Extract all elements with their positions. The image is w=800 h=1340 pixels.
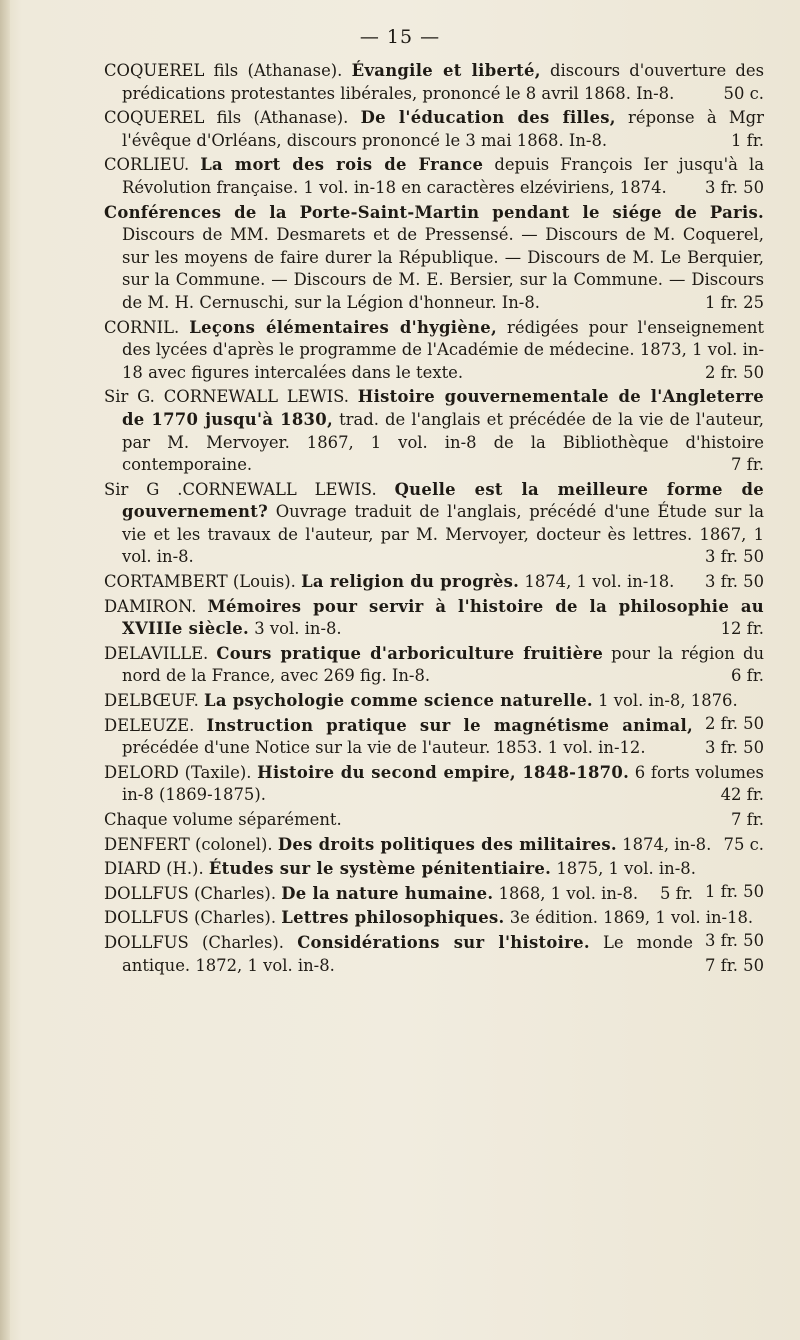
entry-author: DIARD (H.). bbox=[104, 859, 204, 879]
entry-price: 1 fr. bbox=[731, 130, 764, 150]
catalogue-entry bbox=[104, 643, 764, 688]
entry-price: 3 fr. 50 bbox=[704, 572, 764, 592]
catalogue-entry bbox=[104, 479, 764, 569]
entry-description: 1868, 1 vol. in-8. bbox=[498, 883, 639, 903]
catalogue-entry bbox=[104, 60, 764, 105]
entry-price: 2 fr. 50 bbox=[704, 362, 764, 382]
entry-title: Histoire du second empire, 1848-1870. bbox=[257, 762, 630, 782]
entry-description: trad. de l'anglais et précédée de la vie de l'auteur, par M. Mervoyer. 1867, 1 vol. in-8 de la Bibliothèque d'histoire contemporaine. bbox=[122, 409, 764, 475]
entry-price: 7 fr. 50 bbox=[704, 955, 764, 975]
catalogue-entry bbox=[104, 154, 764, 199]
entry-author: DELEUZE. bbox=[104, 715, 195, 735]
catalogue-entry bbox=[104, 386, 764, 476]
entry-description: discours d'ouverture des prédications protestantes libérales, prononcé le 8 avril 1868. In-8. bbox=[122, 61, 765, 103]
entry-price: 3 fr. 50 bbox=[704, 547, 764, 567]
entry-description: 3e édition. 1869, 1 vol. in-18. bbox=[509, 908, 754, 928]
entry-price: 3 fr. 50 bbox=[704, 738, 764, 758]
entry-author: DELORD (Taxile). bbox=[104, 762, 252, 782]
catalogue-entry bbox=[104, 202, 764, 315]
entry-title: Considérations sur l'histoire. bbox=[297, 932, 590, 952]
entry-title: Mémoires pour servir à l'histoire de la philosophie au XVIIIe siècle. bbox=[122, 596, 764, 639]
entry-title: Cours pratique d'arboriculture fruitière bbox=[216, 643, 604, 663]
entry-description: 6 forts volumes in-8 (1869-1875). bbox=[122, 762, 764, 805]
entry-price: 50 c. bbox=[723, 83, 764, 103]
entry-title: Quelle est la meilleure forme de gouvernement? bbox=[122, 479, 764, 522]
entry-author: DOLLFUS (Charles). bbox=[104, 883, 277, 903]
entry-title: De la nature humaine. bbox=[281, 883, 494, 903]
entry-title: Leçons élémentaires d'hygiène, bbox=[189, 317, 497, 337]
catalogue-entry bbox=[104, 107, 764, 152]
entry-price: 75 c. bbox=[723, 834, 764, 854]
entry-author: COQUEREL fils (Athanase). bbox=[104, 108, 349, 128]
entry-author: CORLIEU. bbox=[104, 155, 190, 175]
entry-price: 1 fr. 25 bbox=[704, 292, 764, 312]
catalogue-entry bbox=[104, 932, 764, 977]
entry-price: 5 fr. bbox=[660, 883, 693, 903]
catalogue-entry bbox=[104, 715, 764, 760]
entry-price: 3 fr. 50 bbox=[704, 930, 764, 950]
entry-description: Discours de MM. Desmarets et de Pressensé. — Discours de M. Coquerel, sur les moyens de faire durer la République. — Discours de M. Le Berquier, sur la Commune. — Discours de M. E. Bersier, sur la Commune. — Discours de M. H. Cernuschi, sur la Légion d'honneur. In-8. bbox=[122, 225, 764, 312]
catalogue-entry bbox=[104, 809, 764, 832]
catalogue-entry bbox=[104, 571, 764, 594]
entry-title: Évangile et liberté, bbox=[351, 61, 541, 80]
entry-description: 1874, in-8. bbox=[622, 834, 712, 854]
entry-author: Sir G. CORNEWALL LEWIS. bbox=[104, 387, 349, 407]
entry-author: CORNIL. bbox=[104, 317, 180, 337]
entry-title: De l'éducation des filles, bbox=[360, 108, 616, 128]
entry-description: réponse à Mgr l'évêque d'Orléans, discours prononcé le 3 mai 1868. In-8. bbox=[122, 108, 764, 150]
catalogue-entry bbox=[104, 762, 764, 807]
entry-price: 3 fr. 50 bbox=[704, 177, 764, 197]
entry-description: 1874, 1 vol. in-18. bbox=[524, 572, 675, 592]
entry-author: DAMIRON. bbox=[104, 596, 197, 616]
entry-title: Études sur le système pénitentiaire. bbox=[208, 859, 552, 879]
page-number: — 15 — bbox=[359, 26, 441, 48]
catalogue-entry bbox=[104, 883, 764, 906]
entry-description: 1 vol. in-8, 1876. bbox=[598, 691, 738, 711]
entry-author: DOLLFUS (Charles). bbox=[104, 908, 277, 928]
entry-author: DOLLFUS (Charles). bbox=[104, 932, 285, 952]
entry-price: 42 fr. bbox=[720, 785, 764, 805]
entry-author: Sir G .CORNEWALL LEWIS. bbox=[104, 479, 377, 499]
entry-price: 12 fr. bbox=[720, 619, 764, 639]
entry-title: La religion du progrès. bbox=[301, 572, 520, 592]
entry-author: CORTAMBERT (Louis). bbox=[104, 572, 296, 592]
entry-description: rédigées pour l'enseignement des lycées d'après le programme de l'Académie de médecine. 1873, 1 vol. in-18 avec figures intercalées dans le texte. bbox=[122, 317, 764, 382]
entry-title: Lettres philosophiques. bbox=[281, 908, 505, 928]
catalogue-entry bbox=[104, 317, 764, 385]
entry-description: précédée d'une Notice sur la vie de l'auteur. 1853. 1 vol. in-12. bbox=[122, 738, 646, 758]
entry-title: La mort des rois de France bbox=[200, 155, 484, 175]
entry-description: 1875, 1 vol. in-8. bbox=[556, 859, 696, 879]
catalogue-entry bbox=[104, 596, 764, 641]
entry-price: 7 fr. bbox=[731, 455, 764, 475]
entry-price: 7 fr. bbox=[731, 810, 764, 829]
entry-author: DENFERT (colonel). bbox=[104, 834, 273, 854]
entry-description: 3 vol. in-8. bbox=[254, 619, 342, 639]
catalogue-entries bbox=[104, 60, 764, 979]
entry-author: DELBŒUF. bbox=[104, 691, 199, 711]
entry-author: COQUEREL fils (Athanase). bbox=[104, 61, 343, 80]
entry-price: 1 fr. 50 bbox=[704, 881, 764, 901]
entry-title: Histoire gouvernementale de l'Angleterre de 1770 jusqu'à 1830, bbox=[122, 387, 764, 429]
entry-author: DELAVILLE. bbox=[104, 643, 209, 663]
entry-description: Le monde antique. 1872, 1 vol. in-8. bbox=[122, 932, 693, 975]
catalogue-entry bbox=[104, 834, 764, 857]
entry-price: 2 fr. 50 bbox=[704, 713, 764, 733]
entry-description: pour la région du nord de la France, avec 269 fig. In-8. bbox=[122, 643, 764, 686]
entry-description: Ouvrage traduit de l'anglais, précédé d'une Étude sur la vie et les travaux de l'auteur, par M. Mervoyer, docteur ès lettres. 1867, 1 vol. in-8. bbox=[122, 502, 764, 567]
entry-description: depuis François Ier jusqu'à la Révolution française. 1 vol. in-18 en caractères elzéviriens, 1874. bbox=[122, 155, 765, 197]
entry-description: Chaque volume séparément. bbox=[104, 810, 342, 829]
entry-title: La psychologie comme science naturelle. bbox=[204, 691, 593, 711]
entry-price: 6 fr. bbox=[731, 666, 764, 686]
entry-title: Des droits politiques des militaires. bbox=[277, 834, 617, 854]
page-binding-edge bbox=[0, 0, 10, 1340]
entry-title: Instruction pratique sur le magnétisme animal, bbox=[206, 715, 693, 735]
entry-title: Conférences de la Porte-Saint-Martin pendant le siége de Paris. bbox=[104, 202, 764, 222]
